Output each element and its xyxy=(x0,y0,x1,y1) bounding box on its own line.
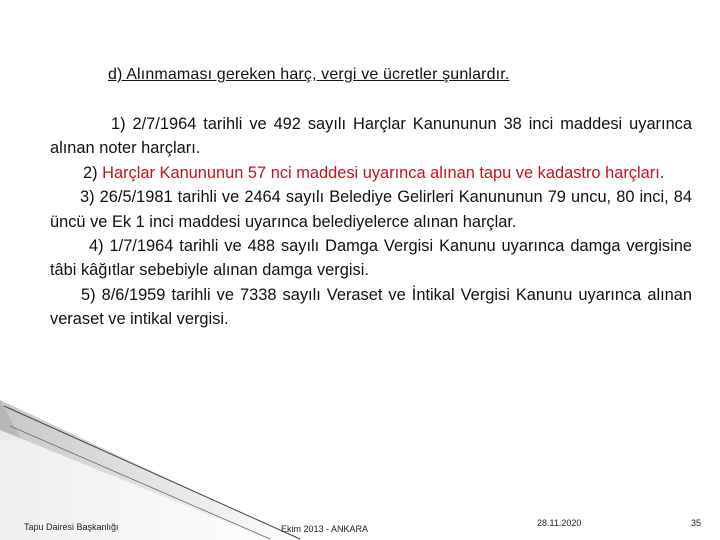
content-body xyxy=(50,112,692,332)
list-item xyxy=(50,161,692,185)
page-number: 35 xyxy=(691,518,702,528)
corner-decoration xyxy=(0,400,310,540)
list-item: 4) 1/7/1964 tarihli ve 488 sayılı Damga Vergisi Kanunu uyarınca damga vergisine tâbi kâğıtlar sebebiyle alınan damga vergisi. xyxy=(50,237,692,280)
list-item: 5) 8/6/1959 tarihli ve 7338 sayılı Veraset ve İntikal Vergisi Kanunu uyarınca alınan veraset ve intikal vergisi. xyxy=(50,285,692,329)
section-heading: d) Alınmaması gereken harç, vergi ve ücretler şunlardır. xyxy=(108,66,510,83)
list-item: 3) 26/5/1981 tarihli ve 2464 sayılı Belediye Gelirleri Kanununun 79 uncu, 80 inci, 84 üncü ve Ek 1 inci maddesi uyarınca belediyelerce alınan harçlar. xyxy=(50,188,692,231)
footer-organization: Tapu Dairesi Başkanlığı xyxy=(24,522,119,532)
list-item: 1) 2/7/1964 tarihli ve 492 sayılı Harçlar Kanununun 38 inci maddesi uyarınca alınan noter harçları. xyxy=(50,115,692,158)
highlighted-text: Harçlar Kanununun 57 nci maddesi uyarınca alınan tapu ve kadastro harçları xyxy=(102,163,660,182)
footer-location-date: Ekim 2013 - ANKARA xyxy=(281,524,369,534)
list-item-suffix: . xyxy=(659,163,665,182)
footer-date: 28.11.2020 xyxy=(537,518,582,528)
list-item-prefix: 2) xyxy=(83,163,103,182)
